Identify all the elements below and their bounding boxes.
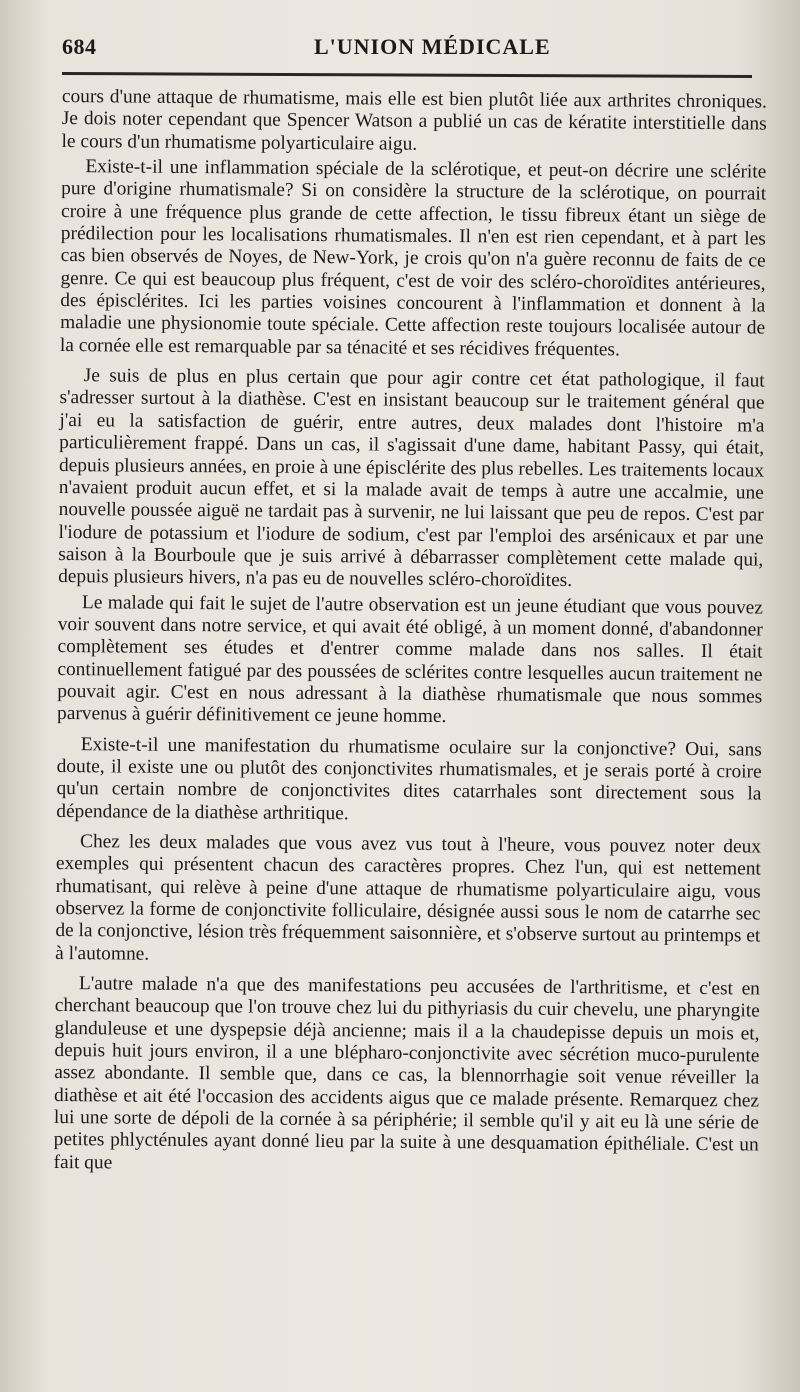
page-header — [62, 34, 752, 64]
paragraph-traitement-diathese: Je suis de plus en plus certain que pour agir contre cet état pathologique, il faut s'adresser surtout à la diathèse. C'est en insistant beaucoup sur le traitement général que j'ai eu la satisfaction de guérir, entre autres, deux malades dont l'histoire m'a particulièrement frappé. Dans un cas, il s'agissait d'une dame, habitant Passy, qui était, depuis plusieurs années, en proie à une épisclérite des plus rebelles. Les traitements locaux n'avaient produit aucun effet, et si la malade avait de temps à autre une accalmie, une nouvelle poussée aiguë ne tardait pas à survenir, ne lui laissant que peu de repos. C'est par l'iodure de potassium et l'iodure de sodium, c'est par l'emploi des arsénicaux et par une saison à la Bourboule que je suis arrivé à débarrasser complètement cette malade qui, depuis plusieurs hivers, n'a pas eu de nouvelles scléro-choroïdites. — [58, 365, 765, 592]
running-title: L'UNION MÉDICALE — [314, 34, 551, 59]
paragraph-deux-malades: Chez les deux malades que vous avez vus tout à l'heure, vous pouvez noter deux exemples qui présentent chacun des caractères propres. Chez l'un, qui est nettement rhumatisant, qui relève à peine d'une attaque de rhumatisme polyarticulaire aigu, vous observez la forme de conjonctivite folliculaire, désignée aussi sous le nom de catarrhe sec de la conjonctive, lésion très fréquemment saisonnière, et s'observe surtout au printemps et à l'automne. — [55, 831, 762, 965]
body-text — [53, 86, 767, 1183]
paragraph-jeune-etudiant: Le malade qui fait le sujet de l'autre observation est un jeune étudiant que vous pouvez voir souvent dans notre service, et qui avait été obligé, à un moment donné, d'abandonner complètement ses études et d'entrer comme malade dans nos salles. Il était continuellement fatigué par des poussées de sclérites contre lesquelles aucun traitement ne pouvait agir. C'est en nous adressant à la diathèse rhumatismale que nous sommes parvenus à guérir définitivement ce jeune homme. — [56, 591, 764, 728]
paragraph-conjonctivite: Existe-t-il une manifestation du rhumatisme oculaire sur la conjonctive? Oui, sans doute, il existe une ou plutôt des conjonctivites rhumatismales, et je serais porté à croire qu'un certain nombre de conjonctivites dites catarrhales sont directement sous la dépendance de la diathèse arthritique. — [56, 733, 762, 824]
paragraph-sclerite: Existe-t-il une inflammation spéciale de la sclérotique, et peut-on décrire une sclérite pure d'origine rhumatismale? Si on considère la structure de la sclérotique, on pourrait croire à une fréquence plus grande de cette affection, le tissu fibreux étant un siège de prédilection pour les localisations rhumatismales. Il n'en est rien cependant, et à part les cas bien observés de Noyes, de New-York, je crois qu'on n'a guère reconnu de faits de ce genre. Ce qui est beaucoup plus fréquent, c'est de voir des scléro-choroïdites antérieures, des épisclérites. Ici les parties voisines concourent à l'inflammation et donnent à la maladie une physionomie toute spéciale. Cette affection reste toujours localisée autour de la cornée elle est remarquable par sa ténacité et ses récidives fréquentes. — [59, 156, 767, 361]
page-number: 684 — [62, 34, 97, 59]
paragraph-rhumatisme-keratite: cours d'une attaque de rhumatisme, mais elle est bien plutôt liée aux arthrites chroniques. Je dois noter cependant que Spencer Watson a publié un cas de kératite interstitielle dans le cours d'un rhumatisme polyarticulaire aigu. — [61, 86, 767, 155]
paragraph-autre-malade: L'autre malade n'a que des manifestations peu accusées de l'arthritisme, et c'est en cherchant beaucoup que l'on trouve chez lui du pithyriasis du cuir chevelu, une pharyngite glanduleuse et une dyspepsie déjà ancienne; mais il a la chaudepisse depuis un mois et, depuis huit jours environ, il a une blépharo-conjonctivite avec sécrétion muco-purulente assez abondante. Il semble que, dans ce cas, la blennorrhagie soit venue réveiller la diathèse et ait été l'occasion des accidents aigus que ce malade présente. Remarquez chez lui une sorte de dépoli de la cornée à sa périphérie; il semble qu'il y ait eu là une série de petites phlycténules ayant donné lieu par la suite à une desquamation épithéliale. C'est un fait que — [53, 973, 761, 1174]
header-rule — [62, 72, 752, 78]
